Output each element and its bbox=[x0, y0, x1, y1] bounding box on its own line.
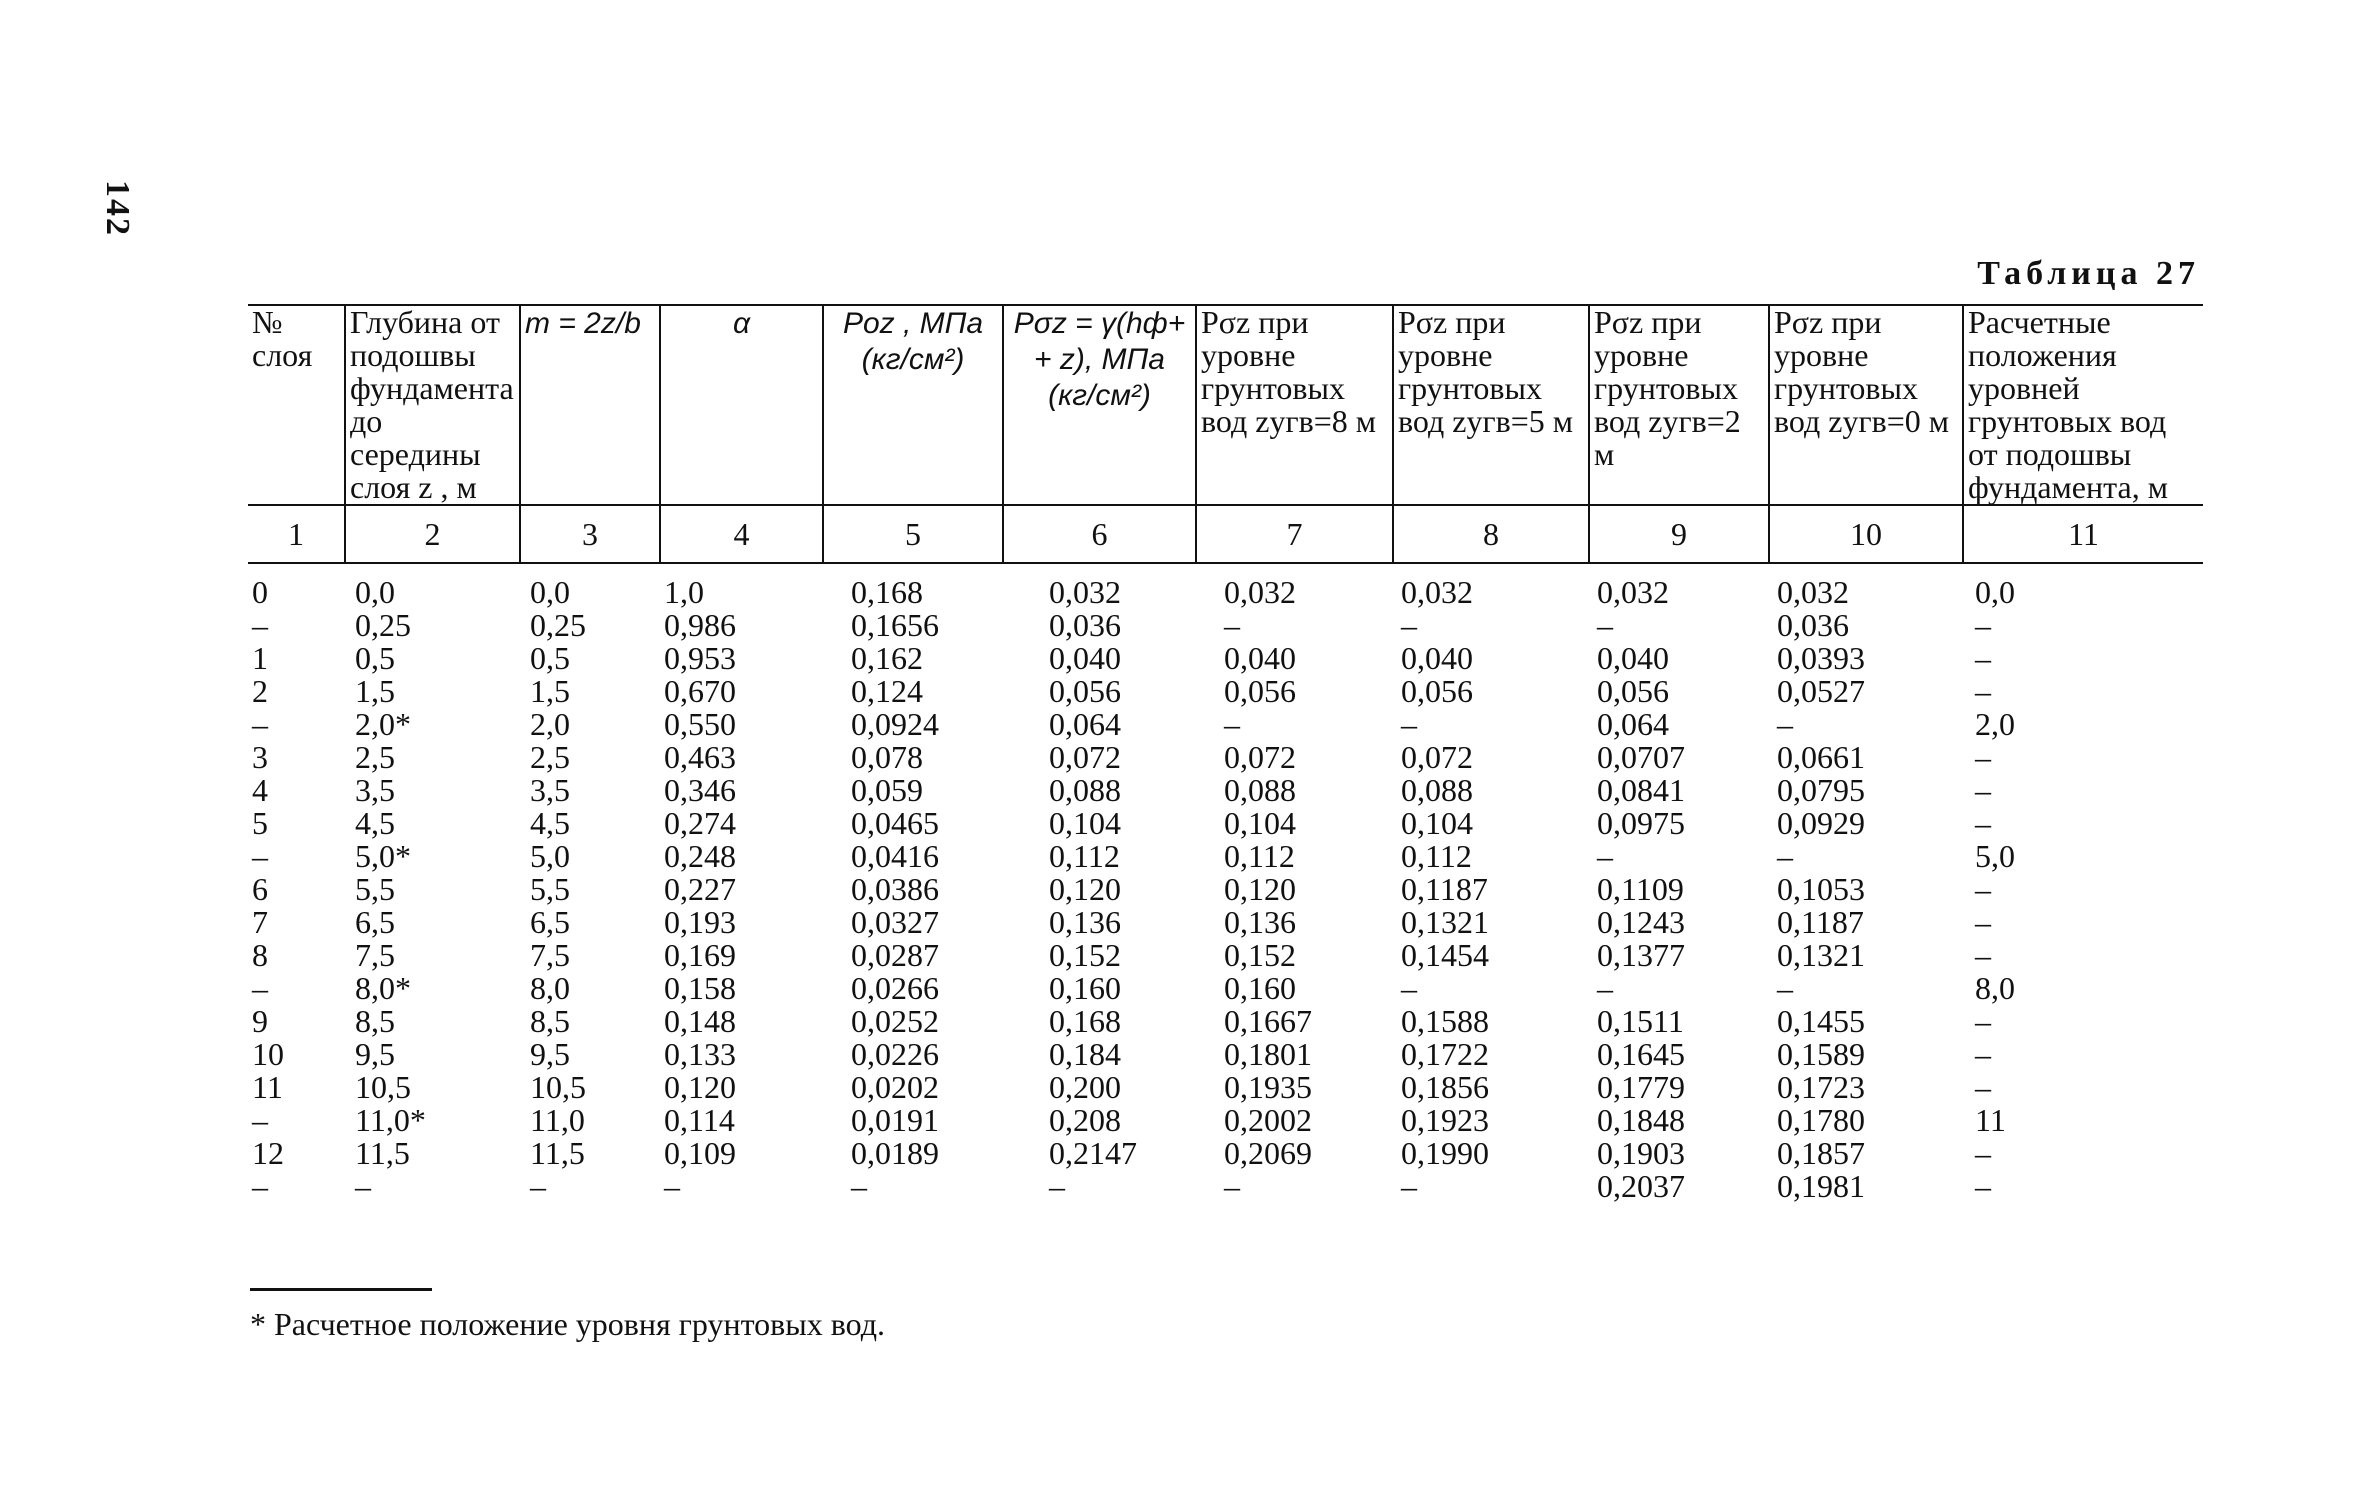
table-cell: 11 bbox=[1975, 1102, 2006, 1138]
table-cell: 11,5 bbox=[530, 1135, 585, 1171]
table-cell: 2,0 bbox=[1975, 706, 2015, 742]
table-cell: – bbox=[1975, 871, 1991, 907]
table-cell: 3,5 bbox=[355, 772, 395, 808]
table-cell: 0,104 bbox=[1049, 805, 1121, 841]
table-cell: 10,5 bbox=[530, 1069, 586, 1105]
table-cell: 0,1187 bbox=[1401, 871, 1488, 907]
table-cell: 8,5 bbox=[530, 1003, 570, 1039]
table-cell: 0,160 bbox=[1049, 970, 1121, 1006]
table-row bbox=[248, 675, 2203, 708]
table-cell: – bbox=[1401, 706, 1417, 742]
table-label: Таблица 27 bbox=[1977, 255, 2200, 292]
table-cell: 0,1187 bbox=[1777, 904, 1864, 940]
table-cell: 0,0841 bbox=[1597, 772, 1685, 808]
header-col-4: α bbox=[660, 305, 823, 505]
table-cell: 0,1990 bbox=[1401, 1135, 1489, 1171]
table-cell: 0,1923 bbox=[1401, 1102, 1489, 1138]
table-cell: 0,200 bbox=[1049, 1069, 1121, 1105]
table-cell: 0,056 bbox=[1401, 673, 1473, 709]
table-cell: 0,064 bbox=[1049, 706, 1121, 742]
table-cell: – bbox=[851, 1168, 867, 1204]
table-cell: 0,0661 bbox=[1777, 739, 1865, 775]
table-cell: 0,088 bbox=[1401, 772, 1473, 808]
table-cell: 0,1588 bbox=[1401, 1003, 1489, 1039]
table-cell: 11 bbox=[252, 1069, 283, 1105]
table-cell: 0,1109 bbox=[1597, 871, 1684, 907]
table-cell: 0,227 bbox=[664, 871, 736, 907]
column-number: 3 bbox=[520, 505, 660, 563]
table-row bbox=[248, 807, 2203, 840]
table-cell: 0,1511 bbox=[1597, 1003, 1684, 1039]
table-cell: 4,5 bbox=[530, 805, 570, 841]
table-cell: 0,248 bbox=[664, 838, 736, 874]
table-cell: 0,670 bbox=[664, 673, 736, 709]
table-cell: 0,25 bbox=[530, 607, 586, 643]
header-row bbox=[248, 305, 2203, 505]
table-cell: 0,152 bbox=[1049, 937, 1121, 973]
table-row bbox=[248, 642, 2203, 675]
table-cell: 0,0975 bbox=[1597, 805, 1685, 841]
table-cell: 0,1857 bbox=[1777, 1135, 1865, 1171]
table-cell: 0,0386 bbox=[851, 871, 939, 907]
table-cell: – bbox=[1777, 706, 1793, 742]
table-row bbox=[248, 741, 2203, 774]
table-cell: 5,0* bbox=[355, 838, 411, 874]
table-cell: 0,0 bbox=[530, 574, 570, 610]
table-cell: 11,0 bbox=[530, 1102, 585, 1138]
table-cell: 5,5 bbox=[530, 871, 570, 907]
table-cell: 7,5 bbox=[530, 937, 570, 973]
table-row bbox=[248, 873, 2203, 906]
table-cell: 0,1856 bbox=[1401, 1069, 1489, 1105]
table-cell: 0,112 bbox=[1401, 838, 1472, 874]
table-cell: 0,5 bbox=[355, 640, 395, 676]
table-row bbox=[248, 563, 2203, 609]
table-cell: 0,158 bbox=[664, 970, 736, 1006]
table-cell: 0,040 bbox=[1401, 640, 1473, 676]
table-cell: 0,036 bbox=[1777, 607, 1849, 643]
table-cell: – bbox=[1975, 640, 1991, 676]
table-cell: 6,5 bbox=[355, 904, 395, 940]
table-cell: 6,5 bbox=[530, 904, 570, 940]
table-cell: – bbox=[1597, 838, 1613, 874]
table-cell: – bbox=[1777, 838, 1793, 874]
table-cell: 4,5 bbox=[355, 805, 395, 841]
table-cell: – bbox=[1975, 805, 1991, 841]
table-cell: 0,136 bbox=[1224, 904, 1296, 940]
table-cell: 0,0266 bbox=[851, 970, 939, 1006]
table-cell: 5,0 bbox=[1975, 838, 2015, 874]
table-cell: 0,1801 bbox=[1224, 1036, 1312, 1072]
table-cell: – bbox=[1975, 1135, 1991, 1171]
table-cell: 0,056 bbox=[1597, 673, 1669, 709]
table-cell: – bbox=[1975, 673, 1991, 709]
column-number: 5 bbox=[823, 505, 1003, 563]
table-cell: – bbox=[1975, 1069, 1991, 1105]
table-row bbox=[248, 1038, 2203, 1071]
table-cell: 0,1321 bbox=[1777, 937, 1865, 973]
table-cell: 0,162 bbox=[851, 640, 923, 676]
table-cell: 0,168 bbox=[1049, 1003, 1121, 1039]
header-col-1: № слоя bbox=[248, 305, 345, 505]
table-cell: – bbox=[1401, 970, 1417, 1006]
table-cell: – bbox=[1224, 607, 1240, 643]
table-cell: – bbox=[1049, 1168, 1065, 1204]
table-cell: 0,1589 bbox=[1777, 1036, 1865, 1072]
table-cell: 0,0287 bbox=[851, 937, 939, 973]
table-cell: 0,036 bbox=[1049, 607, 1121, 643]
table-cell: 0,0202 bbox=[851, 1069, 939, 1105]
table-cell: 0,953 bbox=[664, 640, 736, 676]
table-body bbox=[248, 563, 2203, 1203]
table-cell: – bbox=[252, 838, 268, 874]
table-cell: 0,1981 bbox=[1777, 1168, 1865, 1204]
table-cell: 0,0465 bbox=[851, 805, 939, 841]
table-cell: 0,25 bbox=[355, 607, 411, 643]
table-cell: 0,184 bbox=[1049, 1036, 1121, 1072]
table-cell: 0,1779 bbox=[1597, 1069, 1685, 1105]
table-cell: 0,064 bbox=[1597, 706, 1669, 742]
table-cell: 0,346 bbox=[664, 772, 736, 808]
header-col-6: Pσz = γ(hф+ + z), МПа (кг/см²) bbox=[1003, 305, 1196, 505]
column-number: 1 bbox=[248, 505, 345, 563]
table-cell: 8,0 bbox=[530, 970, 570, 1006]
table-cell: 6 bbox=[252, 871, 268, 907]
table-cell: – bbox=[1224, 706, 1240, 742]
table-cell: 7 bbox=[252, 904, 268, 940]
table-cell: 0,0393 bbox=[1777, 640, 1865, 676]
table-cell: 0,032 bbox=[1777, 574, 1849, 610]
table-row bbox=[248, 774, 2203, 807]
table-cell: 0,032 bbox=[1049, 574, 1121, 610]
table-cell: – bbox=[1975, 607, 1991, 643]
table-cell: 0,168 bbox=[851, 574, 923, 610]
table-cell: 0,1723 bbox=[1777, 1069, 1865, 1105]
table-cell: – bbox=[530, 1168, 546, 1204]
table-cell: – bbox=[1975, 772, 1991, 808]
table-cell: 0,1656 bbox=[851, 607, 939, 643]
table-cell: 11,0* bbox=[355, 1102, 426, 1138]
table-cell: 0,0795 bbox=[1777, 772, 1865, 808]
table-cell: 0,078 bbox=[851, 739, 923, 775]
table-cell: – bbox=[1401, 607, 1417, 643]
table-cell: 0,133 bbox=[664, 1036, 736, 1072]
table-row bbox=[248, 1137, 2203, 1170]
column-number: 6 bbox=[1003, 505, 1196, 563]
table-cell: 0,0226 bbox=[851, 1036, 939, 1072]
table-cell: 3 bbox=[252, 739, 268, 775]
table-cell: 0,136 bbox=[1049, 904, 1121, 940]
table-cell: – bbox=[1975, 1003, 1991, 1039]
table-cell: 0,1053 bbox=[1777, 871, 1865, 907]
header-col-7: Pσz при уровне грунтовых вод zугв=8 м bbox=[1196, 305, 1393, 505]
header-col-10: Pσz при уровне грунтовых вод zугв=0 м bbox=[1769, 305, 1963, 505]
table-cell: 0,208 bbox=[1049, 1102, 1121, 1138]
table-cell: 2,5 bbox=[530, 739, 570, 775]
column-number: 10 bbox=[1769, 505, 1963, 563]
table-cell: 0,2069 bbox=[1224, 1135, 1312, 1171]
table-cell: 9,5 bbox=[355, 1036, 395, 1072]
table-cell: 0,112 bbox=[1049, 838, 1120, 874]
table-cell: – bbox=[1597, 970, 1613, 1006]
table-row bbox=[248, 840, 2203, 873]
table-cell: 8,5 bbox=[355, 1003, 395, 1039]
table-cell: 5 bbox=[252, 805, 268, 841]
table-cell: 0,1645 bbox=[1597, 1036, 1685, 1072]
table-cell: 0,2037 bbox=[1597, 1168, 1685, 1204]
table-cell: 12 bbox=[252, 1135, 284, 1171]
table-cell: 0,104 bbox=[1224, 805, 1296, 841]
table-cell: – bbox=[252, 1102, 268, 1138]
table-cell: 0,152 bbox=[1224, 937, 1296, 973]
table-cell: 0,193 bbox=[664, 904, 736, 940]
column-numbers-row bbox=[248, 505, 2203, 563]
table-cell: 2,0* bbox=[355, 706, 411, 742]
table-cell: – bbox=[1777, 970, 1793, 1006]
table-cell: 0,0327 bbox=[851, 904, 939, 940]
table-cell: 0,032 bbox=[1401, 574, 1473, 610]
table-cell: – bbox=[1975, 1036, 1991, 1072]
table-cell: 0,032 bbox=[1597, 574, 1669, 610]
table-cell: 0,169 bbox=[664, 937, 736, 973]
table-cell: 1,0 bbox=[664, 574, 704, 610]
table-cell: 0,0924 bbox=[851, 706, 939, 742]
table-cell: 0,1243 bbox=[1597, 904, 1685, 940]
table-cell: 0,274 bbox=[664, 805, 736, 841]
table-cell: 0,148 bbox=[664, 1003, 736, 1039]
header-col-2: Глубина от подошвы фундамента до середины слоя z , м bbox=[345, 305, 520, 505]
table-row bbox=[248, 1005, 2203, 1038]
table-cell: – bbox=[1597, 607, 1613, 643]
table-cell: 0,986 bbox=[664, 607, 736, 643]
table-cell: 11,5 bbox=[355, 1135, 410, 1171]
table-cell: 10 bbox=[252, 1036, 284, 1072]
table-cell: 0,109 bbox=[664, 1135, 736, 1171]
table-cell: 5,5 bbox=[355, 871, 395, 907]
table-cell: 8,0* bbox=[355, 970, 411, 1006]
table-cell: 0,104 bbox=[1401, 805, 1473, 841]
table-cell: 0,0191 bbox=[851, 1102, 939, 1138]
table-cell: 0,1722 bbox=[1401, 1036, 1489, 1072]
table-cell: – bbox=[1975, 937, 1991, 973]
table-cell: – bbox=[664, 1168, 680, 1204]
table-cell: 0,0527 bbox=[1777, 673, 1865, 709]
table-cell: 0,0 bbox=[355, 574, 395, 610]
table-cell: 0,1848 bbox=[1597, 1102, 1685, 1138]
table-cell: 0,1935 bbox=[1224, 1069, 1312, 1105]
table-cell: – bbox=[252, 970, 268, 1006]
table-cell: 0,059 bbox=[851, 772, 923, 808]
table-cell: – bbox=[1401, 1168, 1417, 1204]
table-cell: 7,5 bbox=[355, 937, 395, 973]
table-cell: – bbox=[1975, 739, 1991, 775]
header-col-9: Pσz при уровне грунтовых вод zугв=2 м bbox=[1589, 305, 1769, 505]
table-cell: 3,5 bbox=[530, 772, 570, 808]
table-cell: – bbox=[355, 1168, 371, 1204]
table-cell: 0,072 bbox=[1224, 739, 1296, 775]
footnote-rule bbox=[250, 1288, 432, 1291]
table-cell: 2,0 bbox=[530, 706, 570, 742]
table-row bbox=[248, 906, 2203, 939]
table-cell: 0,1377 bbox=[1597, 937, 1685, 973]
footnote: * Расчетное положение уровня грунтовых вод. bbox=[250, 1306, 885, 1342]
header-col-5: Pоz , МПа (кг/см²) bbox=[823, 305, 1003, 505]
page-number: 142 bbox=[99, 180, 136, 237]
table-cell: 0,0416 bbox=[851, 838, 939, 874]
table-cell: 0,056 bbox=[1049, 673, 1121, 709]
table-cell: – bbox=[252, 706, 268, 742]
table-cell: 4 bbox=[252, 772, 268, 808]
table-cell: 0,550 bbox=[664, 706, 736, 742]
table-cell: 0,120 bbox=[664, 1069, 736, 1105]
table-cell: 0,040 bbox=[1597, 640, 1669, 676]
table-cell: 9 bbox=[252, 1003, 268, 1039]
table-cell: 0,0189 bbox=[851, 1135, 939, 1171]
table-cell: 0,040 bbox=[1049, 640, 1121, 676]
table-cell: 0,0252 bbox=[851, 1003, 939, 1039]
table-row bbox=[248, 708, 2203, 741]
table-cell: – bbox=[1975, 904, 1991, 940]
table-cell: 0,032 bbox=[1224, 574, 1296, 610]
table-cell: 1,5 bbox=[355, 673, 395, 709]
table-cell: 0,088 bbox=[1224, 772, 1296, 808]
table-cell: – bbox=[1224, 1168, 1240, 1204]
table-cell: 9,5 bbox=[530, 1036, 570, 1072]
header-col-11: Расчетные положения уровней грунтовых вод от подошвы фундамента, м bbox=[1963, 305, 2203, 505]
table-cell: 0,1667 bbox=[1224, 1003, 1312, 1039]
table-cell: 0,040 bbox=[1224, 640, 1296, 676]
table-cell: 0,1903 bbox=[1597, 1135, 1685, 1171]
table-cell: 0,463 bbox=[664, 739, 736, 775]
table-cell: 0,2147 bbox=[1049, 1135, 1137, 1171]
table-cell: 0,112 bbox=[1224, 838, 1295, 874]
table-cell: 1 bbox=[252, 640, 268, 676]
table-cell: 0,1454 bbox=[1401, 937, 1489, 973]
table-row bbox=[248, 972, 2203, 1005]
table-cell: 8 bbox=[252, 937, 268, 973]
table-row bbox=[248, 1170, 2203, 1203]
table-cell: 0,1780 bbox=[1777, 1102, 1865, 1138]
table-cell: 0,124 bbox=[851, 673, 923, 709]
table-cell: 0,0707 bbox=[1597, 739, 1685, 775]
table-cell: 0,072 bbox=[1049, 739, 1121, 775]
table-cell: 0,0929 bbox=[1777, 805, 1865, 841]
column-number: 7 bbox=[1196, 505, 1393, 563]
table-cell: 0 bbox=[252, 574, 268, 610]
table-cell: 0,1455 bbox=[1777, 1003, 1865, 1039]
table-cell: 0,120 bbox=[1049, 871, 1121, 907]
column-number: 8 bbox=[1393, 505, 1589, 563]
table-row bbox=[248, 1071, 2203, 1104]
table-cell: 8,0 bbox=[1975, 970, 2015, 1006]
table-row bbox=[248, 939, 2203, 972]
table-cell: 5,0 bbox=[530, 838, 570, 874]
table-cell: – bbox=[1975, 1168, 1991, 1204]
table-row bbox=[248, 609, 2203, 642]
column-number: 4 bbox=[660, 505, 823, 563]
header-col-3: m = 2z/b bbox=[520, 305, 660, 505]
table-cell: 0,160 bbox=[1224, 970, 1296, 1006]
table-cell: 0,072 bbox=[1401, 739, 1473, 775]
table-cell: 0,1321 bbox=[1401, 904, 1489, 940]
table-row bbox=[248, 1104, 2203, 1137]
table-cell: 2 bbox=[252, 673, 268, 709]
table-cell: 0,114 bbox=[664, 1102, 735, 1138]
column-number: 2 bbox=[345, 505, 520, 563]
data-table bbox=[248, 304, 2203, 1203]
table-cell: 10,5 bbox=[355, 1069, 411, 1105]
column-number: 9 bbox=[1589, 505, 1769, 563]
table-cell: 0,0 bbox=[1975, 574, 2015, 610]
table-cell: 1,5 bbox=[530, 673, 570, 709]
table-cell: – bbox=[252, 607, 268, 643]
table-cell: 0,5 bbox=[530, 640, 570, 676]
column-number: 11 bbox=[1963, 505, 2203, 563]
table-cell: 0,120 bbox=[1224, 871, 1296, 907]
table-cell: 0,088 bbox=[1049, 772, 1121, 808]
header-col-8: Pσz при уровне грунтовых вод zугв=5 м bbox=[1393, 305, 1589, 505]
table-cell: – bbox=[252, 1168, 268, 1204]
table-cell: 0,056 bbox=[1224, 673, 1296, 709]
table-cell: 0,2002 bbox=[1224, 1102, 1312, 1138]
table-cell: 2,5 bbox=[355, 739, 395, 775]
